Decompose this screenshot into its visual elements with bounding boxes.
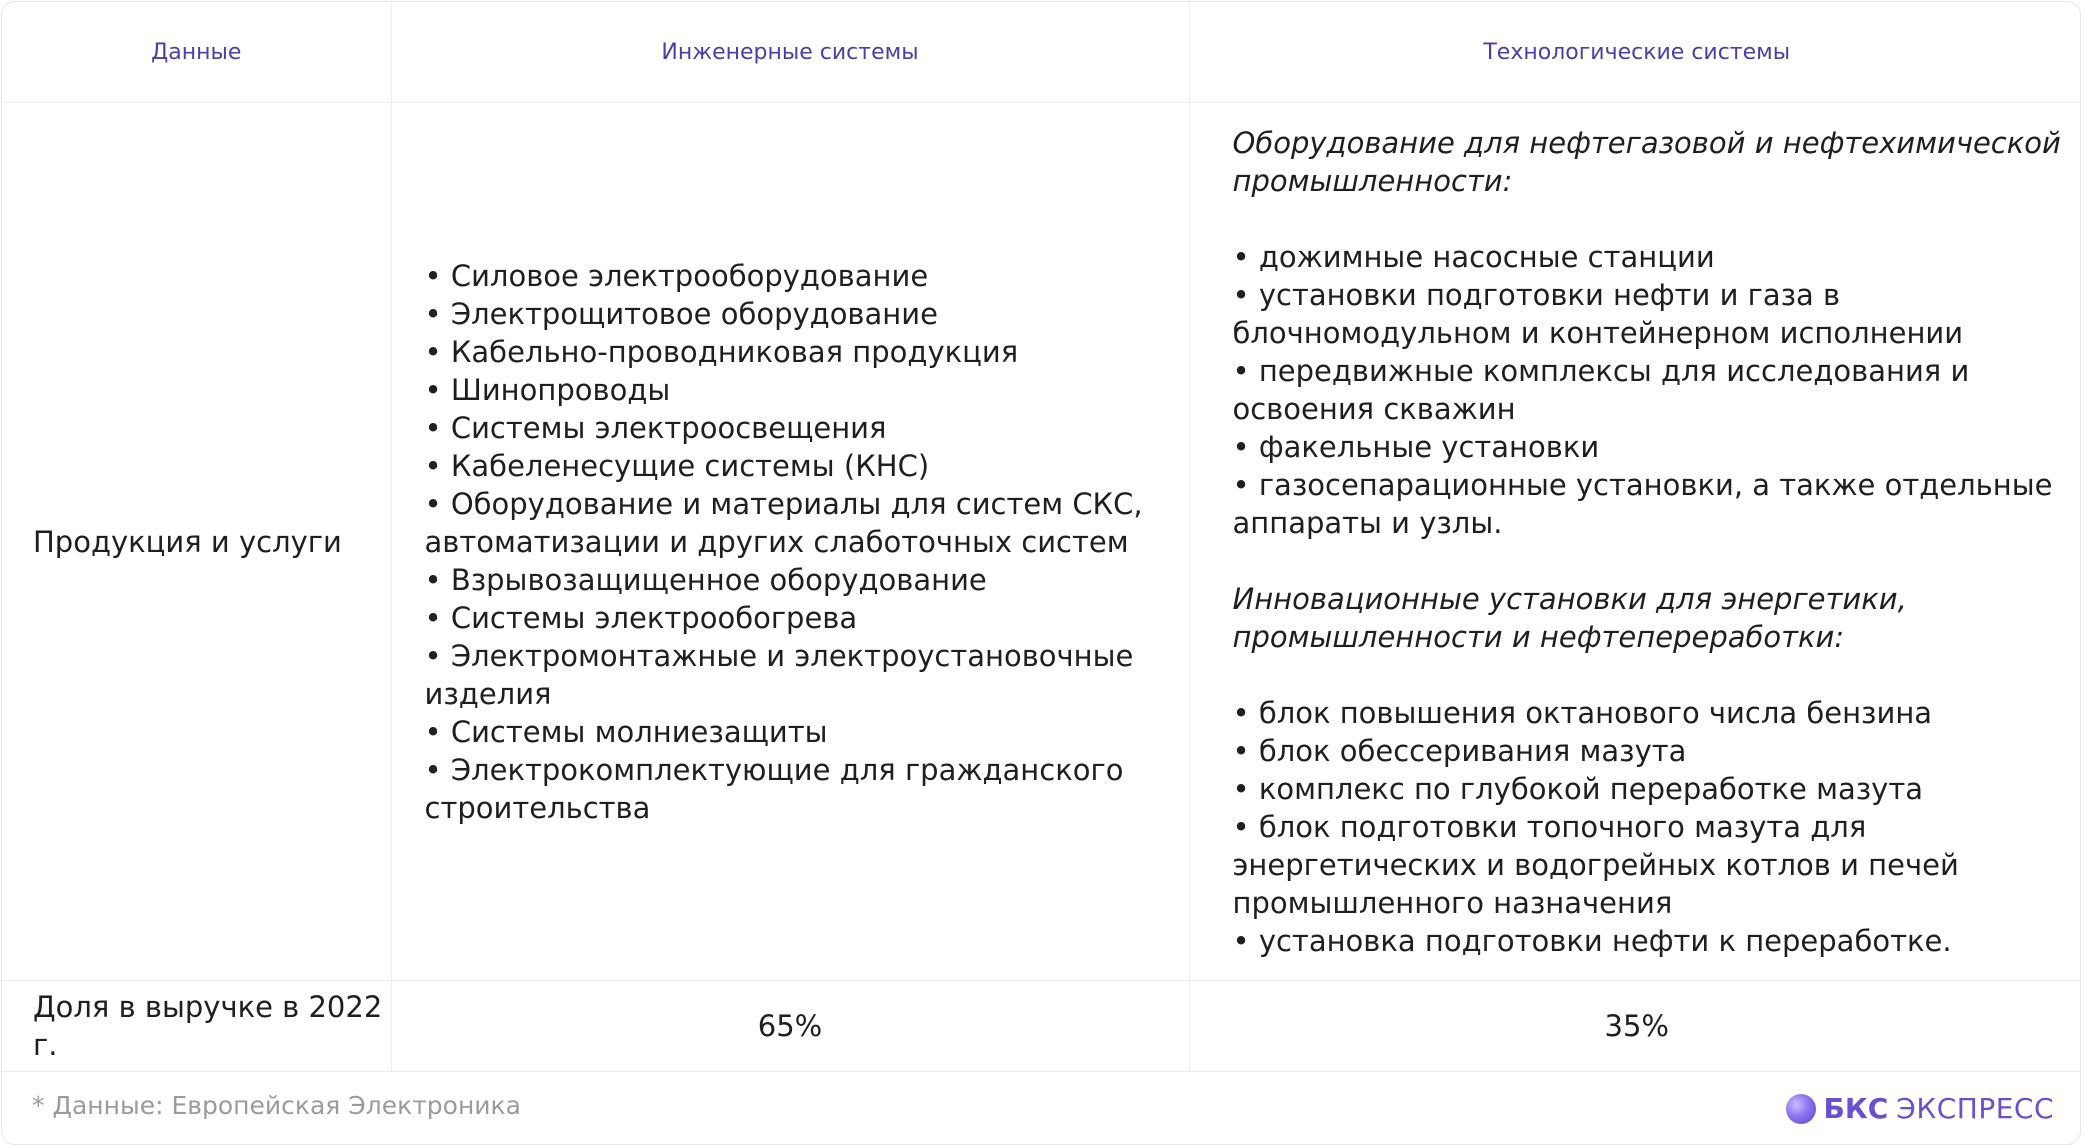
table-footer: [2, 1069, 2081, 1145]
list-item: • блок повышения октанового числа бензина: [1232, 695, 1933, 730]
list-item: • Электромонтажные и электроустановочные изделия: [424, 638, 1134, 711]
list-item: • установки подготовки нефти и газа в блочномодульном и контейнерном исполнении: [1232, 277, 1964, 350]
header-technological-systems: Технологические системы: [1189, 2, 2081, 103]
list-item: • Системы электрообогрева: [424, 600, 858, 635]
list-item: • газосепарационные установки, а также отдельные аппараты и узлы.: [1232, 467, 2053, 540]
table-row-products: [2, 103, 2081, 981]
logo-brand-text: БКС: [1823, 1092, 1889, 1125]
list-item: • Шинопроводы: [424, 372, 671, 407]
bks-express-logo: [1786, 1092, 2055, 1125]
list-item: • Системы молниезащиты: [424, 714, 828, 749]
list-item: • факельные установки: [1232, 429, 1600, 464]
cell-technological-products: [1189, 103, 2081, 981]
section-title-oil-gas: Оборудование для нефтегазовой и нефтехимической промышленности:: [1232, 125, 2061, 198]
bks-sphere-icon: [1786, 1094, 1816, 1124]
header-engineering-systems: Инженерные системы: [391, 2, 1189, 103]
innovative-installations-list: [1233, 694, 2067, 960]
section-title-innovative: Инновационные установки для энергетики, промышленности и нефтепереработки:: [1232, 581, 1907, 654]
list-item: • передвижные комплексы для исследования и освоения скважин: [1232, 353, 1970, 426]
engineering-products-list: [425, 257, 1179, 827]
cell-technological-share: 35%: [1189, 981, 2081, 1072]
list-item: • Силовое электрооборудование: [424, 258, 929, 293]
list-item: • Оборудование и материалы для систем СКС, автоматизации и других слаботочных систем: [424, 486, 1143, 559]
row-label-products: Продукция и услуги: [2, 103, 391, 981]
list-item: • установка подготовки нефти к переработке.: [1232, 923, 1952, 958]
data-table-card: [1, 1, 2081, 1145]
row-label-revenue-share: Доля в выручке в 2022 г.: [2, 981, 391, 1072]
table-row-revenue-share: [2, 981, 2081, 1072]
list-item: • Электрокомплектующие для гражданского строительства: [424, 752, 1124, 825]
list-item: • дожимные насосные станции: [1232, 239, 1715, 274]
source-note: * Данные: Европейская Электроника: [32, 1091, 521, 1120]
cell-engineering-products: [391, 103, 1189, 981]
list-item: • Электрощитовое оборудование: [424, 296, 938, 331]
list-item: • блок подготовки топочного мазута для энергетических и водогрейных котлов и печей промышленного назначения: [1232, 809, 1959, 920]
list-item: • комплекс по глубокой переработке мазута: [1232, 771, 1924, 806]
products-table: [2, 2, 2081, 1072]
header-data: Данные: [2, 2, 391, 103]
list-item: • Взрывозащищенное оборудование: [424, 562, 987, 597]
oil-gas-equipment-list: [1233, 238, 2067, 542]
logo-word-text: ЭКСПРЕСС: [1896, 1092, 2054, 1125]
list-item: • Системы электроосвещения: [424, 410, 887, 445]
cell-engineering-share: 65%: [391, 981, 1189, 1072]
table-header-row: [2, 2, 2081, 103]
list-item: • блок обессеривания мазута: [1232, 733, 1687, 768]
list-item: • Кабеленесущие системы (КНС): [424, 448, 930, 483]
list-item: • Кабельно-проводниковая продукция: [424, 334, 1019, 369]
